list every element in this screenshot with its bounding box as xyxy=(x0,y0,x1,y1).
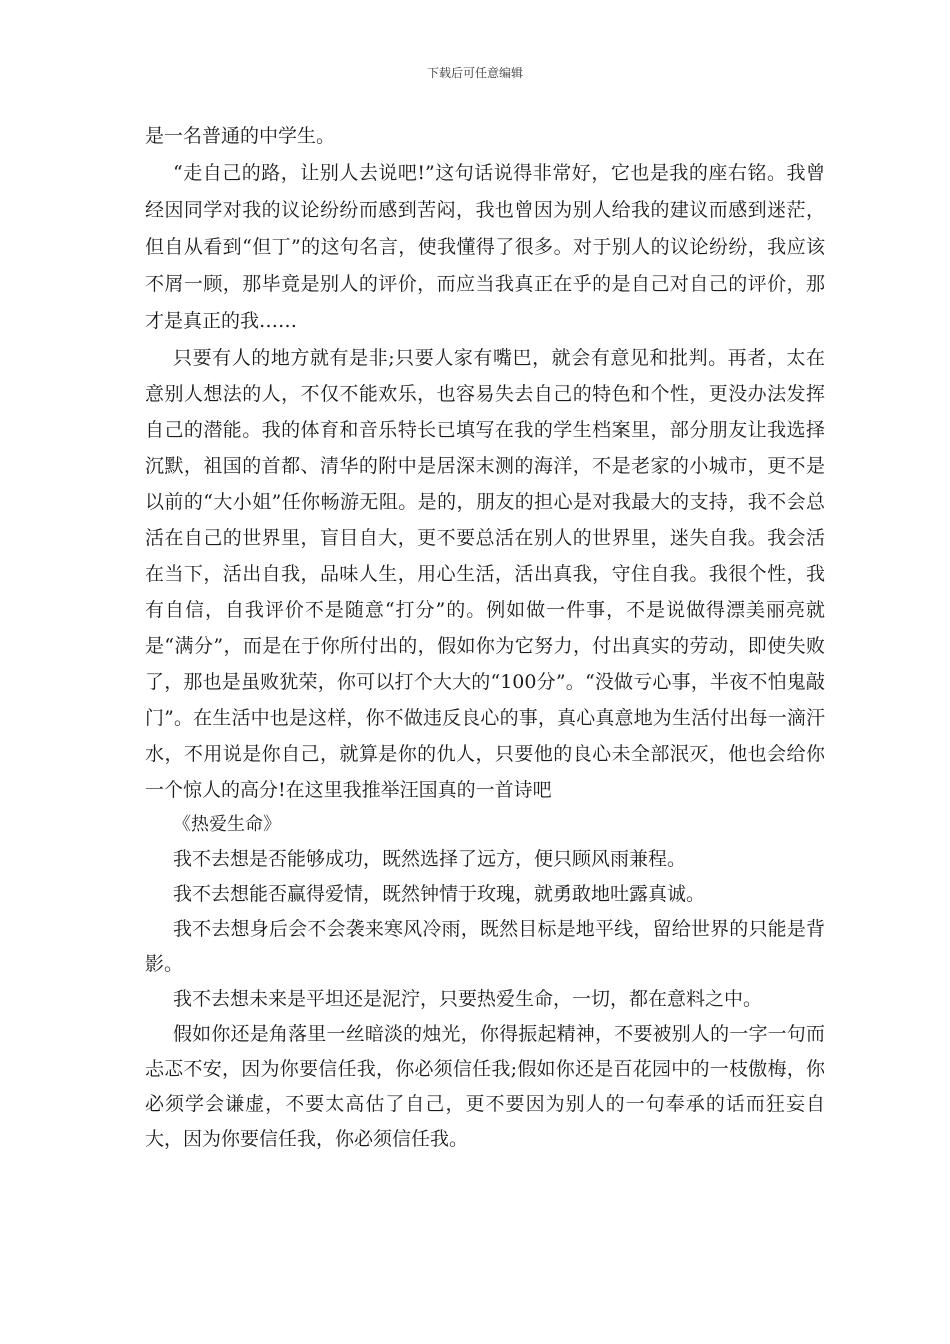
page-header: 下载后可任意编辑 xyxy=(426,66,523,80)
paragraph-3: 只要有人的地方就有是非;只要人家有嘴巴，就会有意见和批判。再者，太在意别人想法的人，不仅不能欢乐，也容易失去自己的特色和个性，更没办法发挥自己的潜能。我的体育和音乐特长已填写在我的学生档案里，部分朋友让我选择沉默，祖国的首都、清华的附中是居深末测的海洋，不是老家的小城市，更不是以前的“大小姐”任你畅游无阻。是的，朋友的担心是对我最大的支持，我不会总活在自己的世界里，盲目自大，更不要总活在别人的世界里，迷失自我。我会活在当下，活出自我，品味人生，用心生活，活出真我，守住自我。我很个性，我有自信，自我评价不是随意“打分”的。例如做一件事，不是说做得漂美丽亮就是“满分”，而是在于你所付出的，假如你为它努力，付出真实的劳动，即使失败了，那也是虽败犹荣，你可以打个大大的“100分”。“没做亏心事，半夜不怕鬼敲门”。在生活中也是这样，你不做违反良心的事，真心真意地为生活付出每一滴汗水，不用说是你自己，就算是你的仇人，只要他的良心未全部泯灭，他也会给你一个惊人的高分!在这里我推举汪国真的一首诗吧 xyxy=(145,347,825,801)
poem-title: 《热爱生命》 xyxy=(173,814,281,835)
document-body xyxy=(145,118,825,1157)
poem-line-2: 我不去想能否赢得爱情，既然钟情于玫瑰，就勇敢地吐露真诚。 xyxy=(173,883,706,905)
poem-line-5: 假如你还是角落里一丝暗淡的烛光，你得振起精神，不要被别人的一字一句而忐忑不安，因为你要信任我，你必须信任我;假如你还是百花园中的一枝傲梅，你必须学会谦虚，不要太高估了自己，更不要因为别人的一句奉承的话而狂妄自大，因为你要信任我，你必须信任我。 xyxy=(145,1023,825,1150)
poem-line-3: 我不去想身后会不会袭来寒风冷雨，既然目标是地平线，留给世界的只能是背影。 xyxy=(145,918,825,975)
poem-line-4: 我不去想未来是平坦还是泥泞，只要热爱生命，一切，都在意料之中。 xyxy=(173,988,763,1010)
paragraph-1: 是一名普通的中学生。 xyxy=(145,125,336,147)
poem-line-1: 我不去想是否能够成功，既然选择了远方，便只顾风雨兼程。 xyxy=(173,848,687,870)
paragraph-2: “走自己的路，让别人去说吧!”这句话说得非常好，它也是我的座右铭。我曾经因同学对我的议论纷纷而感到苦闷，我也曾因为别人给我的建议而感到迷茫，但自从看到“但丁”的这句名言，使我懂得了很多。对于别人的议论纷纷，我应该不屑一顾，那毕竟是别人的评价，而应当我真正在乎的是自己对自己的评价，那才是真正的我…… xyxy=(145,162,825,332)
